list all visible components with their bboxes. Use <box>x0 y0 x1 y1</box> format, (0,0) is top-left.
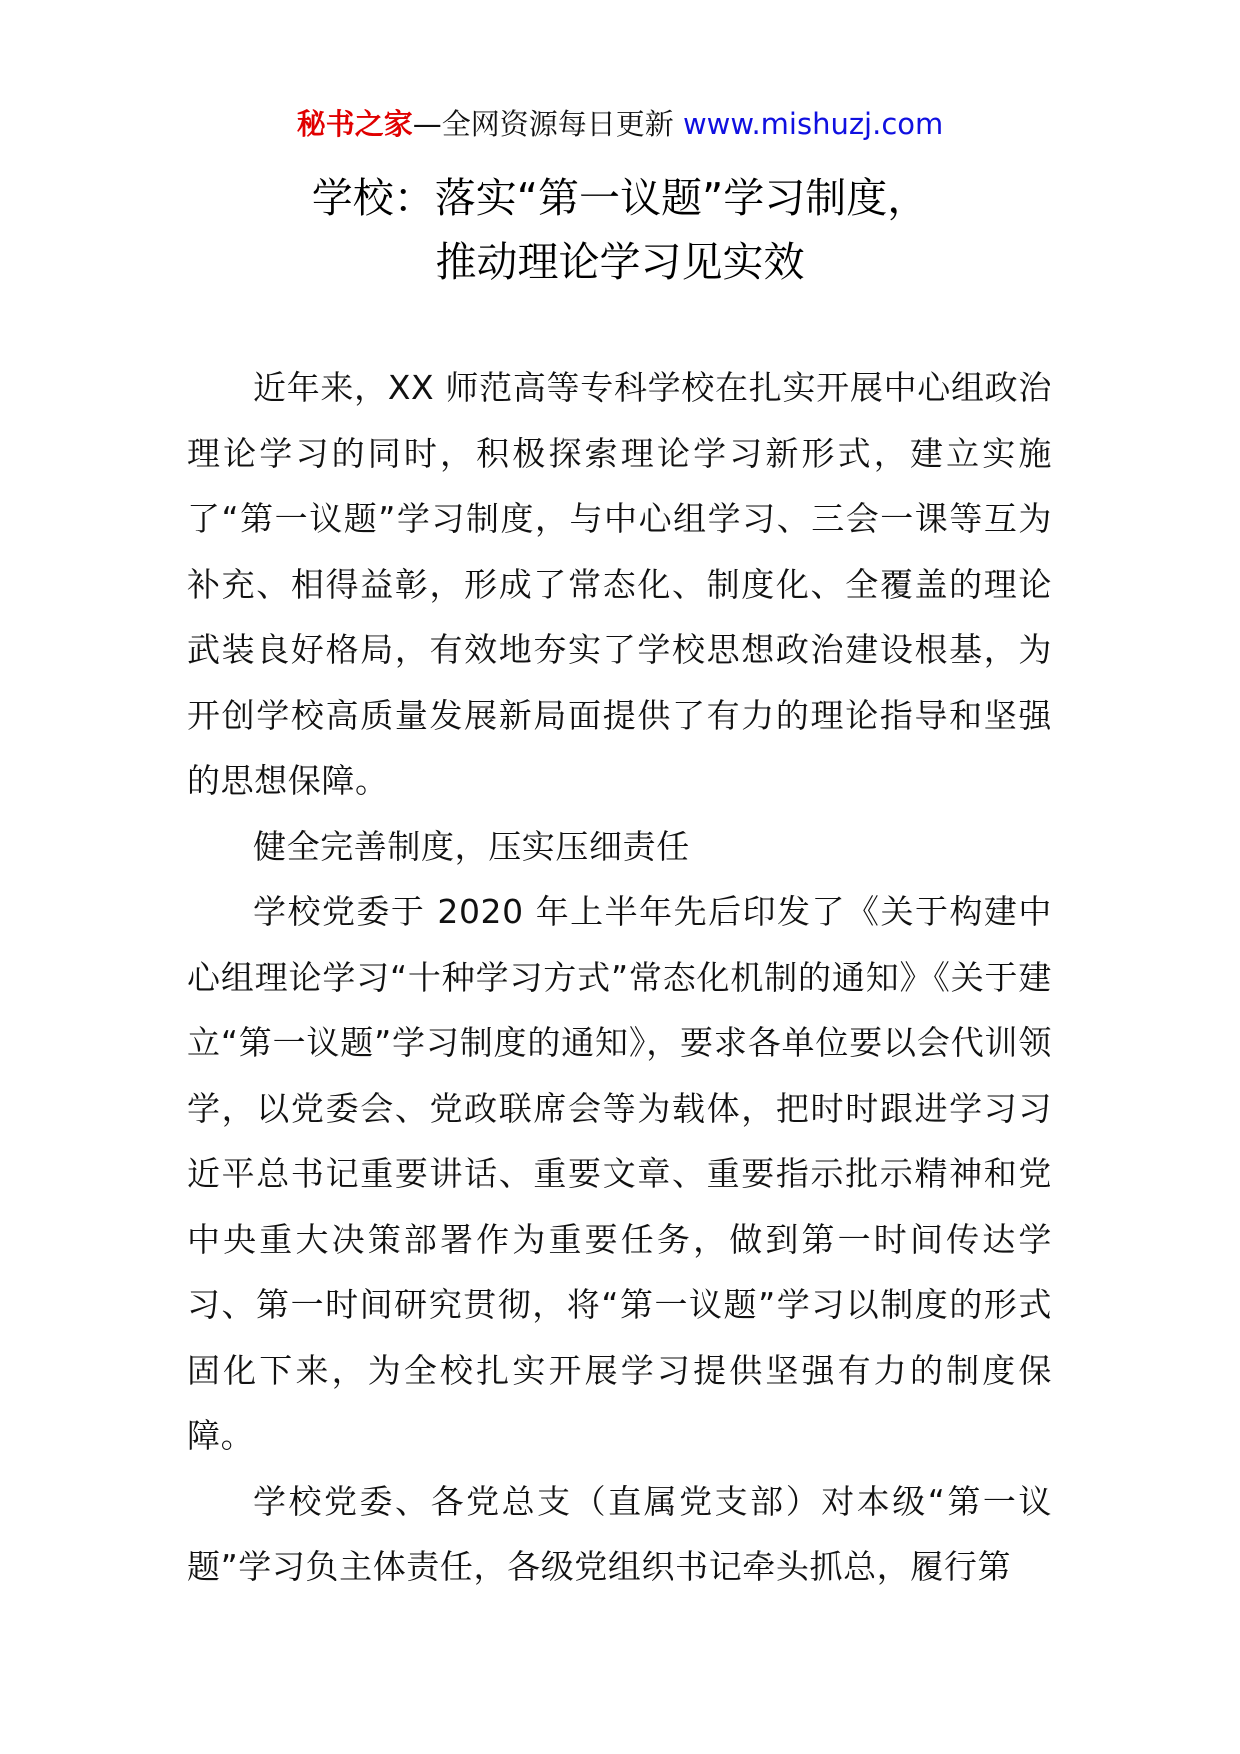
title-line-1: 学校：落实“第一议题”学习制度， <box>311 174 929 222</box>
paragraph-responsibility: 学校党委、各党总支（直属党支部）对本级“第一议题”学习负主体责任，各级党组织书记牵头抓总，履行第 <box>187 1481 1052 1586</box>
document-body <box>187 355 1052 1600</box>
site-header <box>0 102 1240 146</box>
paragraph-policy: 学校党委于 2020 年上半年先后印发了《关于构建中心组理论学习“十种学习方式”常态化机制的通知》《关于建立“第一议题”学习制度的通知》，要求各单位要以会代训领学，以党委会、党政联席会等为载体，把时时跟进学习习近平总书记重要讲话、重要文章、重要指示批示精神和党中央重大决策部署作为重要任务，做到第一时间传达学习、第一时间研究贯彻，将“第一议题”学习以制度的形式固化下来，为全校扎实开展学习提供坚强有力的制度保障。 <box>187 892 1052 1455</box>
brand-name: 秘书之家 <box>296 107 413 141</box>
title-line-2: 推动理论学习见实效 <box>435 238 805 286</box>
section-heading: 健全完善制度，压实压细责任 <box>253 826 690 866</box>
paragraph-intro: 近年来，XX 师范高等专科学校在扎实开展中心组政治理论学习的同时，积极探索理论学习新形式，建立实施了“第一议题”学习制度，与中心组学习、三会一课等互为补充、相得益彰，形成了常态化、制度化、全覆盖的理论武装良好格局，有效地夯实了学校思想政治建设根基，为开创学校高质量发展新局面提供了有力的理论指导和坚强的思想保障。 <box>187 368 1052 800</box>
header-tagline: —全网资源每日更新 <box>412 107 683 141</box>
document-title <box>0 166 1240 294</box>
site-url-link[interactable]: www.mishuzj.com <box>682 107 944 141</box>
